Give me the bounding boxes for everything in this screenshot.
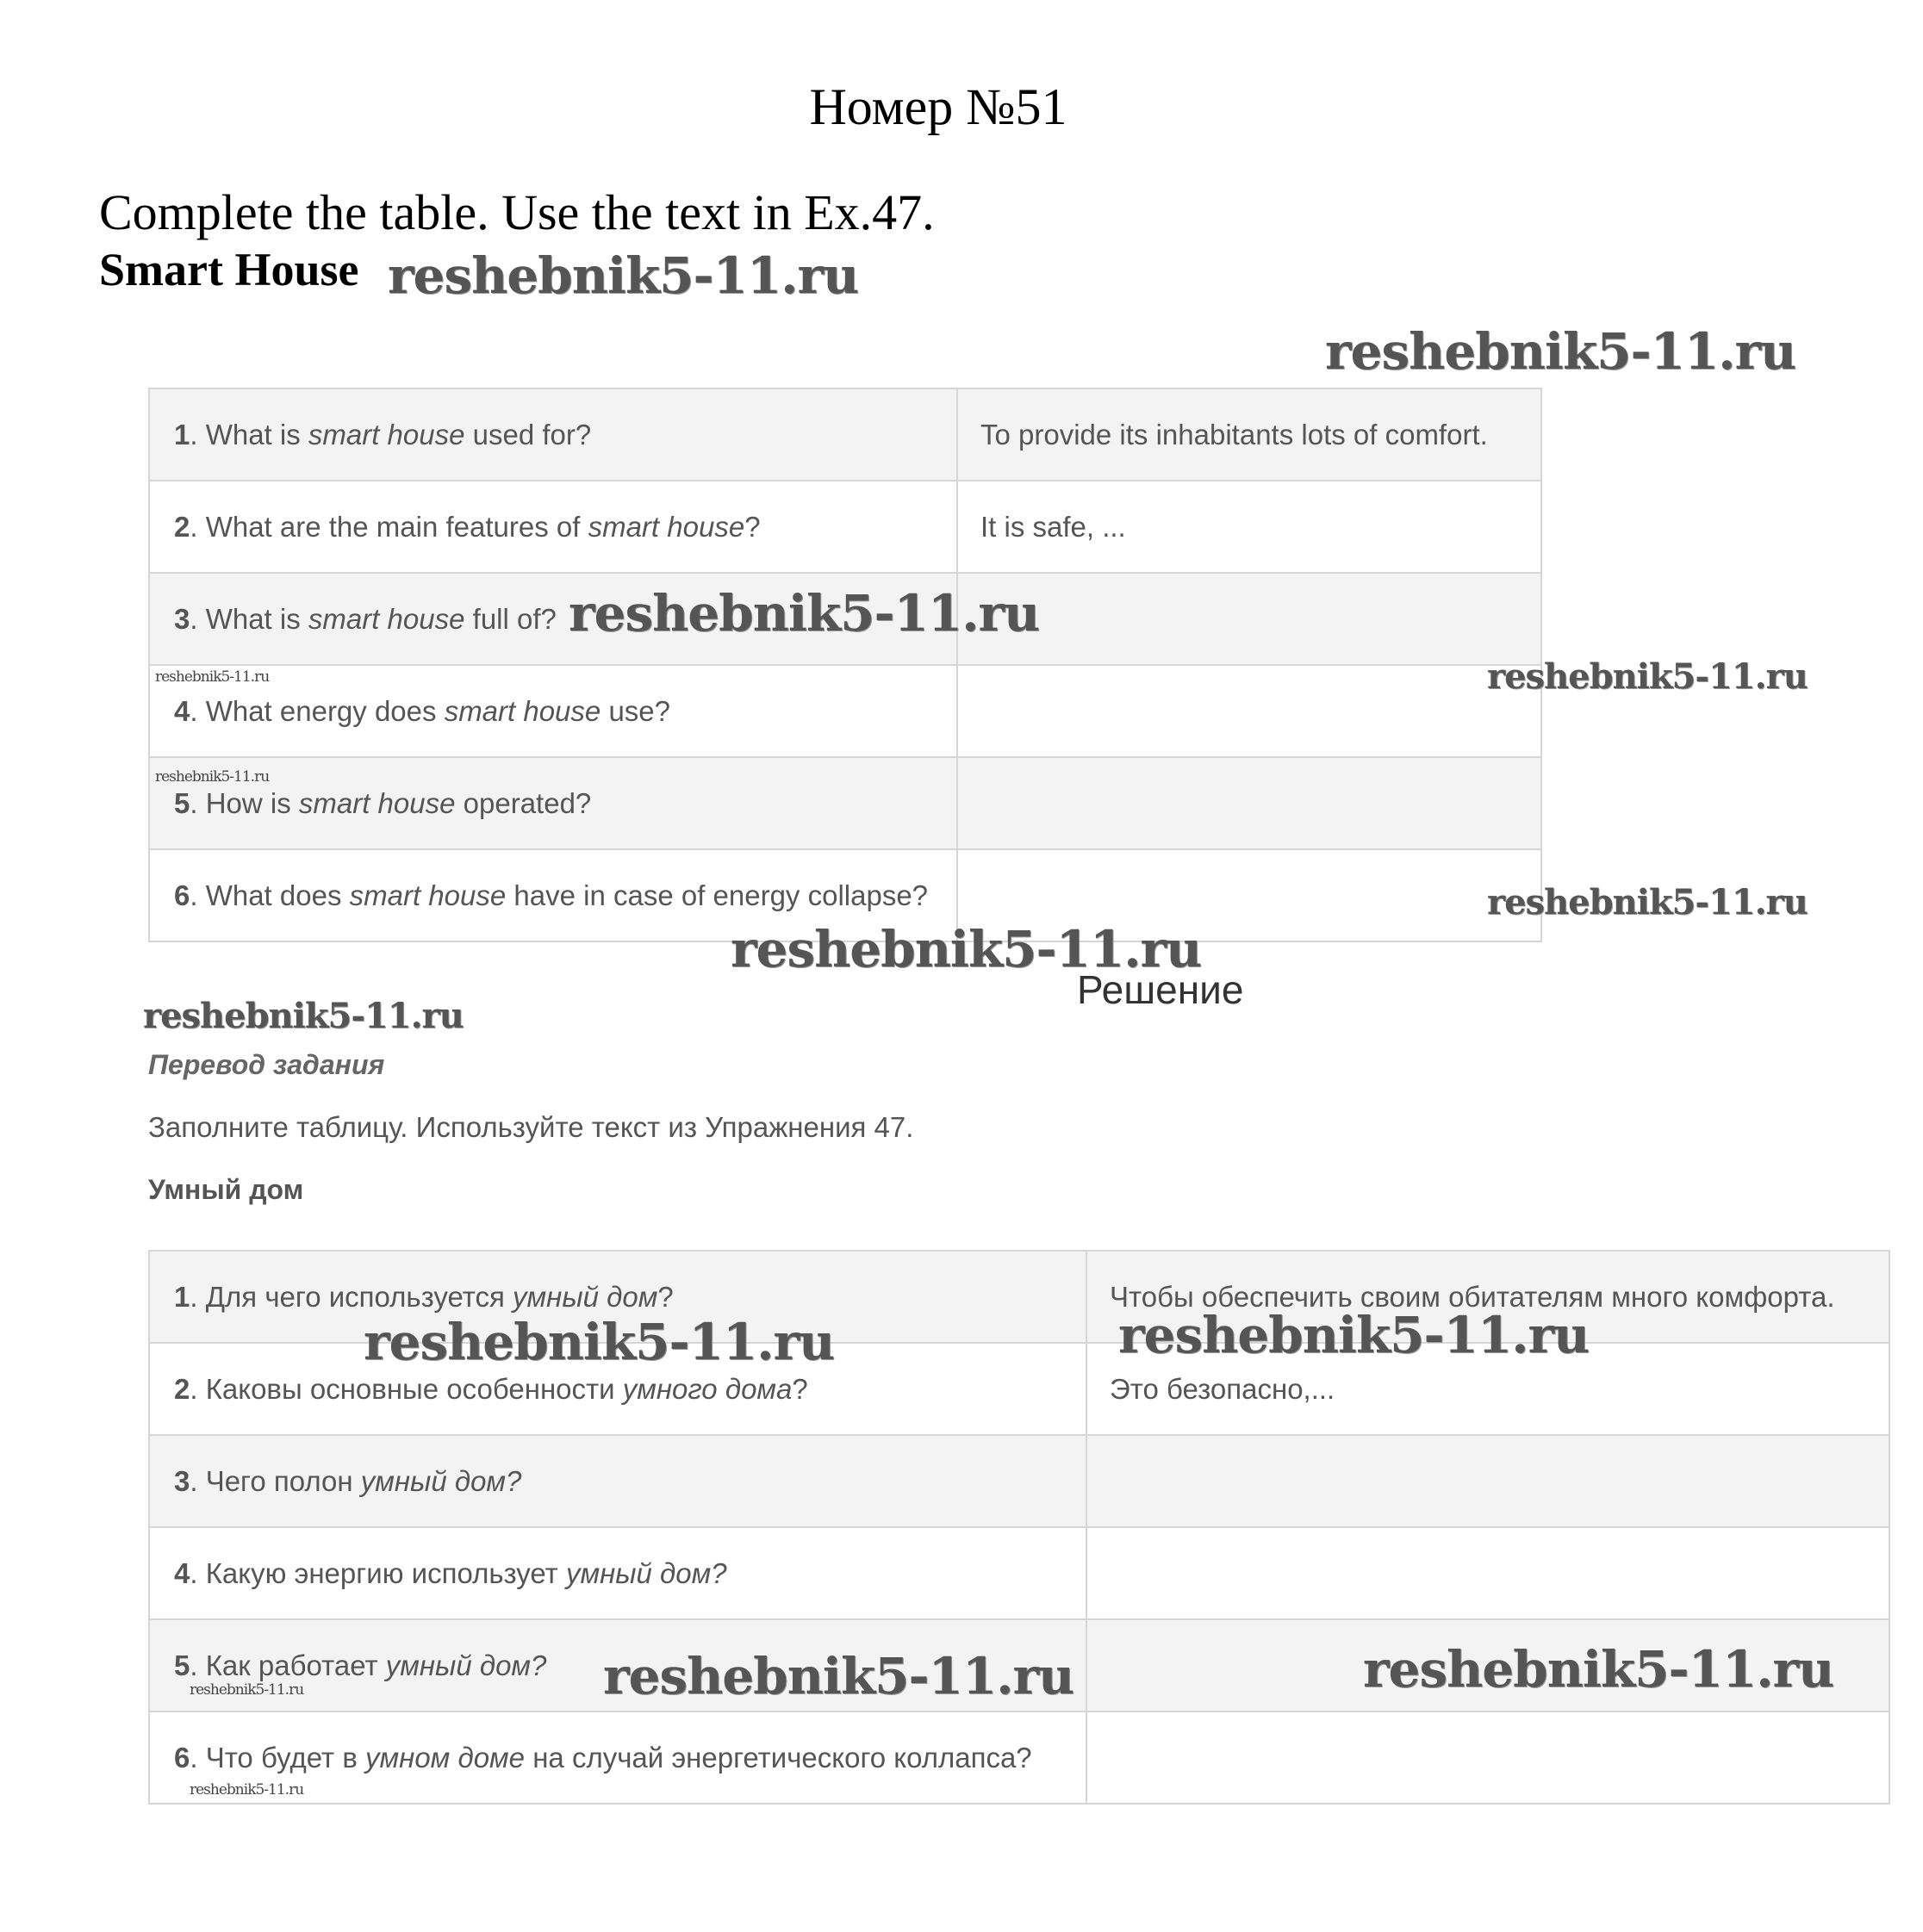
watermark: reshebnik5-11.ru	[190, 1681, 304, 1699]
question-text: . What is	[190, 602, 308, 635]
question-text: use?	[601, 694, 671, 727]
answer-cell	[1086, 1711, 1889, 1804]
question-number: 3	[174, 602, 190, 635]
question-emphasis: умном доме	[365, 1741, 526, 1774]
question-number: 2	[174, 1372, 190, 1405]
answer-cell	[1086, 1527, 1889, 1619]
question-number: 4	[174, 1556, 190, 1589]
question-cell	[149, 1435, 1086, 1527]
question-number: 6	[174, 1741, 190, 1774]
question-text: full of?	[464, 602, 557, 635]
translation-text: Заполните таблицу. Используйте текст из Упражнения 47.	[148, 1111, 914, 1143]
question-emphasis: smart house	[298, 786, 456, 819]
question-number: 1	[174, 418, 190, 450]
watermark: reshebnik5-11.ru	[155, 668, 270, 686]
answer-cell: Это безопасно,...	[1086, 1343, 1889, 1435]
question-number: 5	[174, 1649, 190, 1681]
question-text: . What is	[190, 418, 308, 450]
question-emphasis: smart house	[444, 694, 601, 727]
table-row	[149, 481, 1541, 573]
question-text: ?	[792, 1372, 808, 1405]
solution-label: Решение	[1077, 967, 1244, 1012]
question-text: . How is	[190, 786, 299, 819]
question-cell	[149, 1527, 1086, 1619]
watermark: reshebnik5-11.ru	[731, 920, 1202, 978]
answer-cell	[957, 757, 1541, 849]
question-number: 5	[174, 786, 190, 819]
question-text: . What does	[190, 879, 350, 911]
question-emphasis: умный дом?	[360, 1464, 522, 1497]
table-row	[149, 757, 1541, 849]
watermark: reshebnik5-11.ru	[190, 1781, 304, 1798]
answer-cell	[1086, 1435, 1889, 1527]
table-row	[149, 388, 1541, 481]
question-emphasis: умный дом	[513, 1280, 658, 1313]
question-emphasis: smart house	[349, 879, 507, 911]
question-text: . Каковы основные особенности	[190, 1372, 623, 1405]
question-emphasis: умного дома	[622, 1372, 793, 1405]
question-text: used for?	[464, 418, 592, 450]
answer-cell	[957, 573, 1541, 665]
watermark: reshebnik5-11.ru	[1487, 882, 1808, 923]
question-text: . Что будет в	[190, 1741, 366, 1774]
questions-table-english	[148, 388, 1542, 942]
question-emphasis: умный дом?	[565, 1556, 727, 1589]
task-instruction: Complete the table. Use the text in Ex.47.	[99, 184, 935, 240]
question-text: have in case of energy collapse?	[506, 879, 929, 911]
question-cell	[149, 388, 957, 481]
question-text: operated?	[455, 786, 592, 819]
watermark: reshebnik5-11.ru	[1325, 322, 1796, 381]
topic-heading: Smart House	[99, 244, 359, 295]
watermark: reshebnik5-11.ru	[155, 768, 270, 786]
question-text: . Для чего используется	[190, 1280, 513, 1313]
question-number: 3	[174, 1464, 190, 1497]
answer-cell: Чтобы обеспечить своим обитателям много комфорта.	[1086, 1251, 1889, 1343]
watermark: reshebnik5-11.ru	[569, 584, 1040, 643]
page-title: Номер №51	[809, 78, 1067, 135]
watermark: reshebnik5-11.ru	[603, 1647, 1074, 1705]
question-text: на случай энергетического коллапса?	[525, 1741, 1032, 1774]
question-emphasis: умный дом?	[385, 1649, 547, 1681]
question-cell	[149, 757, 957, 849]
question-emphasis: smart house	[308, 602, 465, 635]
question-number: 4	[174, 694, 190, 727]
answer-cell: It is safe, ...	[957, 481, 1541, 573]
watermark: reshebnik5-11.ru	[364, 1313, 835, 1371]
question-number: 6	[174, 879, 190, 911]
question-text: ?	[744, 510, 761, 543]
question-cell	[149, 665, 957, 757]
question-text: . What are the main features of	[190, 510, 588, 543]
question-text: . What energy does	[190, 694, 445, 727]
question-text: . Какую энергию использует	[190, 1556, 566, 1589]
question-text: . Как работает	[190, 1649, 386, 1681]
watermark: reshebnik5-11.ru	[1118, 1306, 1590, 1364]
translation-title: Перевод задания	[148, 1049, 385, 1080]
question-emphasis: smart house	[588, 510, 745, 543]
question-text: . Чего полон	[190, 1464, 361, 1497]
table-row	[149, 665, 1541, 757]
question-text: ?	[657, 1280, 674, 1313]
question-emphasis: smart house	[308, 418, 465, 450]
watermark: reshebnik5-11.ru	[388, 246, 859, 305]
question-cell	[149, 481, 957, 573]
table-row	[149, 1435, 1889, 1527]
answer-cell	[957, 665, 1541, 757]
watermark: reshebnik5-11.ru	[1487, 656, 1808, 697]
question-number: 1	[174, 1280, 190, 1313]
watermark: reshebnik5-11.ru	[143, 996, 464, 1036]
question-number: 2	[174, 510, 190, 543]
translation-topic: Умный дом	[148, 1174, 304, 1205]
answer-cell: To provide its inhabitants lots of comfort.	[957, 388, 1541, 481]
watermark: reshebnik5-11.ru	[1363, 1640, 1834, 1699]
table-row	[149, 1527, 1889, 1619]
table-row	[149, 1711, 1889, 1804]
